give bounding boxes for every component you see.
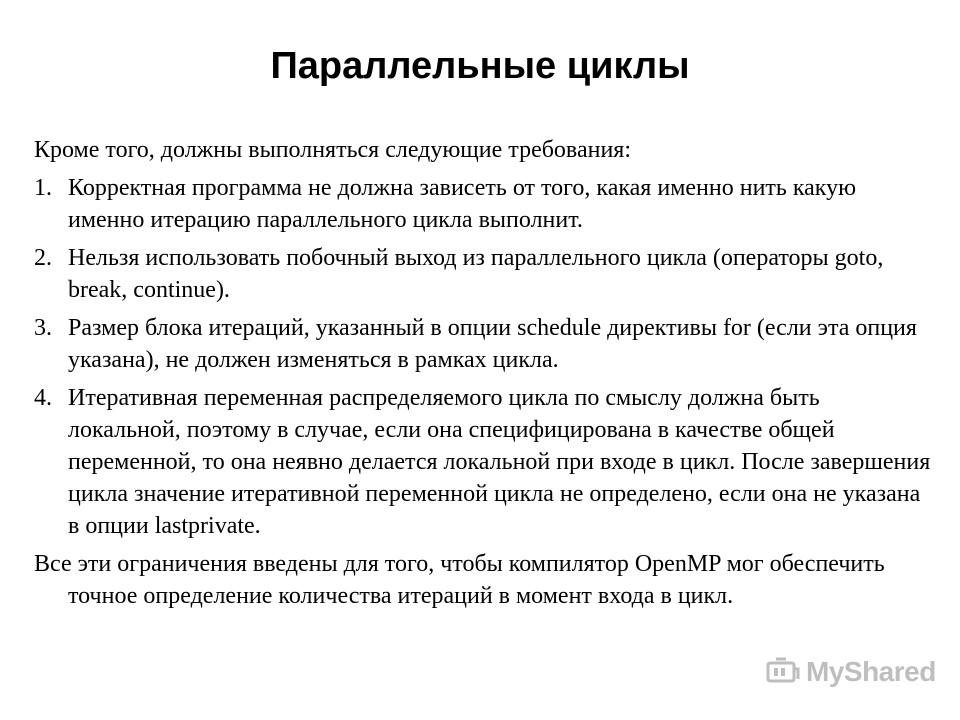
myshared-watermark bbox=[766, 656, 936, 688]
list-item bbox=[34, 172, 934, 236]
slide-body bbox=[34, 134, 934, 612]
list-item-text: Нельзя использовать побочный выход из параллельного цикла (операторы goto, break, continue). bbox=[68, 245, 884, 303]
list-item bbox=[34, 312, 934, 376]
list-item-number: 2. bbox=[34, 245, 52, 271]
list-item-text: Корректная программа не должна зависеть от того, какая именно нить какую именно итерацию параллельного цикла выполнит. bbox=[68, 175, 857, 233]
list-item bbox=[34, 242, 934, 306]
intro-text: Кроме того, должны выполняться следующие требования: bbox=[34, 137, 631, 163]
conclusion-text: Все эти ограничения введены для того, чтобы компилятор OpenMP мог обеспечить точное определение количества итераций в момент входа в цикл. bbox=[34, 551, 885, 609]
requirements-list bbox=[34, 172, 934, 542]
list-item-number: 1. bbox=[34, 175, 52, 201]
watermark-text: MyShared bbox=[806, 656, 936, 687]
list-item-number: 3. bbox=[34, 315, 52, 341]
myshared-logo-icon bbox=[766, 657, 800, 687]
list-item-number: 4. bbox=[34, 385, 52, 411]
list-item-text: Размер блока итераций, указанный в опции schedule директивы for (если эта опция указана), не должен изменяться в рамках цикла. bbox=[68, 315, 917, 373]
list-item bbox=[34, 382, 934, 542]
list-item-text: Итеративная переменная распределяемого цикла по смыслу должна быть локальной, поэтому в случае, если она специфицирована в качестве общей переменной, то она неявно делается локальной при входе в цикл. После завершения цикла значение итеративной переменной цикла не определено, если она не указана в опции lastprivate. bbox=[68, 385, 931, 539]
slide-title: Параллельные циклы bbox=[270, 45, 690, 87]
